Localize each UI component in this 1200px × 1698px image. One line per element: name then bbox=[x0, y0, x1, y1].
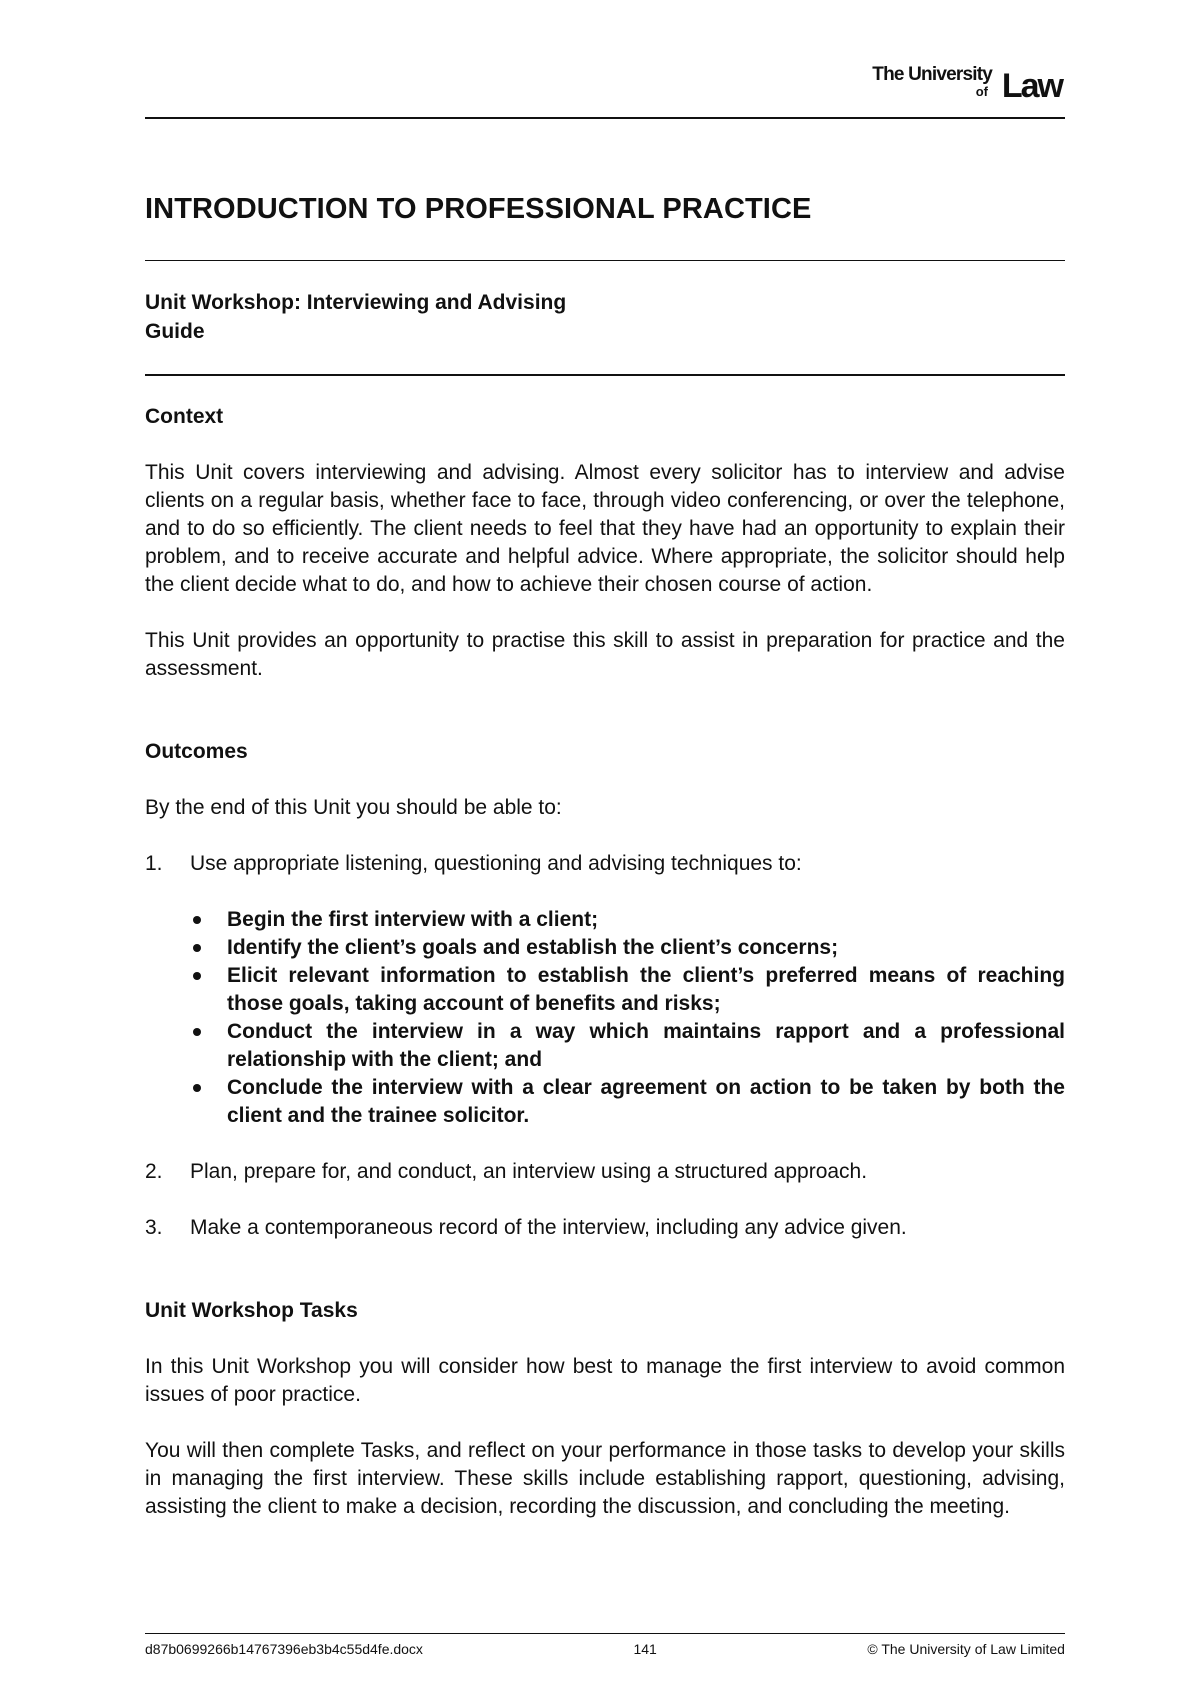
document-body bbox=[145, 403, 1065, 1521]
logo-text-line3: Law bbox=[1001, 67, 1062, 105]
outcome-item-1 bbox=[145, 850, 1065, 878]
bullet-dot-icon bbox=[193, 916, 201, 924]
outcome-item-3-text: Make a contemporaneous record of the interview, including any advice given. bbox=[190, 1216, 907, 1239]
title-divider bbox=[145, 260, 1065, 261]
list-item: Identify the client’s goals and establish the client’s concerns; bbox=[190, 934, 1065, 962]
context-paragraph-1: This Unit covers interviewing and advising. Almost every solicitor has to interview and advise clients on a regular basis, whether face to face, through video conferencing, or over the telephone, and to do so efficiently. The client needs to feel that they have had an opportunity to explain their problem, and to receive accurate and helpful advice. Where appropriate, the solicitor should help the client decide what to do, and how to achieve their chosen course of action. bbox=[145, 461, 1065, 596]
footer-copyright: © The University of Law Limited bbox=[867, 1641, 1065, 1657]
document-subtitle bbox=[145, 288, 1065, 346]
tasks-heading: Unit Workshop Tasks bbox=[145, 1299, 358, 1322]
outcome-item-2 bbox=[145, 1158, 1065, 1186]
outcomes-heading: Outcomes bbox=[145, 740, 248, 763]
bullet-dot-icon bbox=[193, 944, 201, 952]
footer-divider bbox=[145, 1633, 1065, 1634]
logo-text-line1: The University bbox=[872, 64, 992, 85]
outcome-bullet-list bbox=[145, 906, 1065, 1130]
tasks-paragraph-2: You will then complete Tasks, and reflect on your performance in those tasks to develop your skills in managing the first interview. These skills include establishing rapport, questioning, advising, assisting the client to make a decision, recording the discussion, and concluding the meeting. bbox=[145, 1439, 1065, 1518]
outcome-item-1-number: 1. bbox=[145, 852, 163, 875]
footer-filename: d87b0699266b14767396eb3b4c55d4fe.docx bbox=[145, 1641, 423, 1657]
list-item: Conclude the interview with a clear agreement on action to be taken by both the client and the trainee solicitor. bbox=[190, 1074, 1065, 1130]
outcome-item-3 bbox=[145, 1214, 1065, 1242]
outcomes-intro: By the end of this Unit you should be able to: bbox=[145, 796, 562, 819]
university-of-law-logo bbox=[842, 62, 1062, 106]
footer-page-number: 141 bbox=[633, 1641, 657, 1657]
outcome-item-2-text: Plan, prepare for, and conduct, an interview using a structured approach. bbox=[190, 1160, 868, 1183]
list-item: Begin the first interview with a client; bbox=[190, 906, 1065, 934]
outcome-item-3-number: 3. bbox=[145, 1216, 163, 1239]
bullet-dot-icon bbox=[193, 972, 201, 980]
outcome-item-2-number: 2. bbox=[145, 1160, 163, 1183]
context-paragraph-2: This Unit provides an opportunity to practise this skill to assist in preparation for practice and the assessment. bbox=[145, 629, 1065, 680]
list-item: Conduct the interview in a way which maintains rapport and a professional relationship with the client; and bbox=[190, 1018, 1065, 1074]
outcome-item-1-text: Use appropriate listening, questioning and advising techniques to: bbox=[190, 852, 802, 875]
list-item: Elicit relevant information to establish the client’s preferred means of reaching those goals, taking account of benefits and risks; bbox=[190, 962, 1065, 1018]
subtitle-line-1: Unit Workshop: Interviewing and Advising bbox=[145, 291, 567, 314]
page-footer bbox=[145, 1641, 1065, 1657]
document-title: INTRODUCTION TO PROFESSIONAL PRACTICE bbox=[145, 193, 812, 225]
logo-text-line2: of bbox=[975, 84, 988, 99]
subtitle-divider bbox=[145, 374, 1065, 376]
header-divider bbox=[145, 117, 1065, 119]
tasks-paragraph-1: In this Unit Workshop you will consider how best to manage the first interview to avoid common issues of poor practice. bbox=[145, 1355, 1065, 1406]
bullet-dot-icon bbox=[193, 1028, 201, 1036]
context-heading: Context bbox=[145, 405, 224, 428]
bullet-dot-icon bbox=[193, 1084, 201, 1092]
subtitle-line-2: Guide bbox=[145, 320, 205, 343]
